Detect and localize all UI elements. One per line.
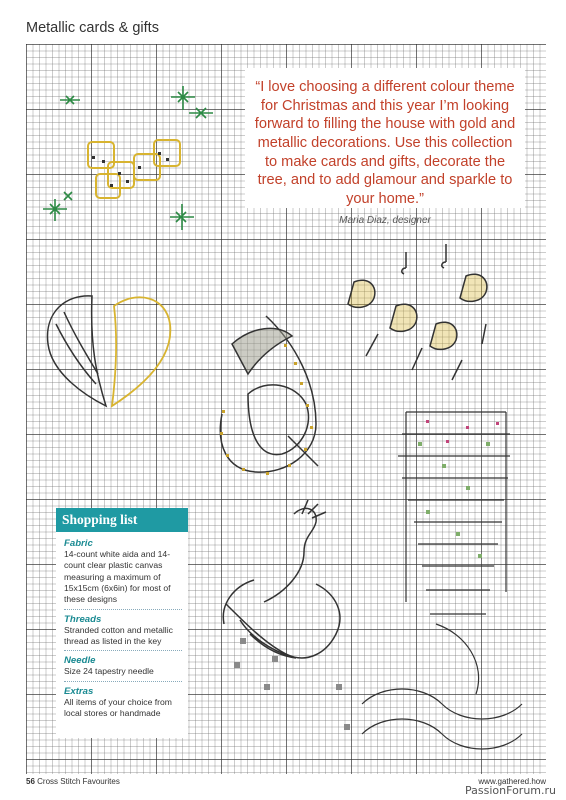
shopping-divider [64, 681, 182, 682]
publication-name: Cross Stitch Favourites [37, 777, 120, 786]
designer-quote [245, 68, 525, 226]
shopping-divider [64, 650, 182, 651]
swirl-pattern-motif [362, 624, 522, 749]
dark-stitch-cluster [92, 152, 169, 187]
footer-page-info [26, 777, 120, 786]
heart-motif [48, 296, 106, 406]
peacock-silver-stitches [234, 638, 350, 730]
peacock-motif [223, 500, 340, 658]
shopping-heading-extras: Extras [64, 685, 94, 697]
page-title: Metallic cards & gifts [26, 20, 159, 36]
shopping-heading-needle: Needle [64, 655, 96, 667]
singing-birds-motif [348, 244, 487, 380]
shopping-text-threads: Stranded cotton and metallic thread as listed in the key [64, 624, 173, 647]
shopping-list-title: Shopping list [56, 508, 188, 532]
shopping-text-fabric: 14-count white aida and 14-count clear plastic canvas measuring a maximum of 15x15cm (6x6in) for most of these designs [64, 549, 171, 605]
quote-text: “I love choosing a different colour theme for Christmas and this year I’m looking forward to filling the house with gold and metallic decorations. Use this collection to make cards and gifts, decorate the tree, and to add glamour and sparkle to your home.” [254, 79, 516, 208]
shopping-list-body [56, 532, 188, 719]
partridge-pear-motif [220, 316, 318, 472]
shopping-heading-threads: Threads [64, 613, 102, 625]
watermark: PassionForum.ru [465, 784, 556, 797]
gold-bauble-motif [88, 140, 180, 198]
pine-sprig-motif [43, 86, 213, 230]
shopping-list-panel [56, 508, 188, 738]
shopping-divider [64, 609, 182, 610]
shopping-text-needle: Size 24 tapestry needle [64, 666, 154, 677]
quote-attribution: Maria Diaz, designer [339, 214, 431, 226]
page-number: 56 [26, 777, 35, 786]
tree-pattern-pink-accents [426, 420, 499, 443]
gold-pear-outline [220, 344, 313, 475]
shopping-heading-fabric: Fabric [64, 538, 93, 549]
footer-website: www.gathered.how [478, 777, 546, 786]
tree-pattern-motif [398, 412, 510, 614]
shopping-text-extras: All items of your choice from local stores or handmade [64, 696, 172, 719]
gold-heart-motif [112, 297, 170, 406]
